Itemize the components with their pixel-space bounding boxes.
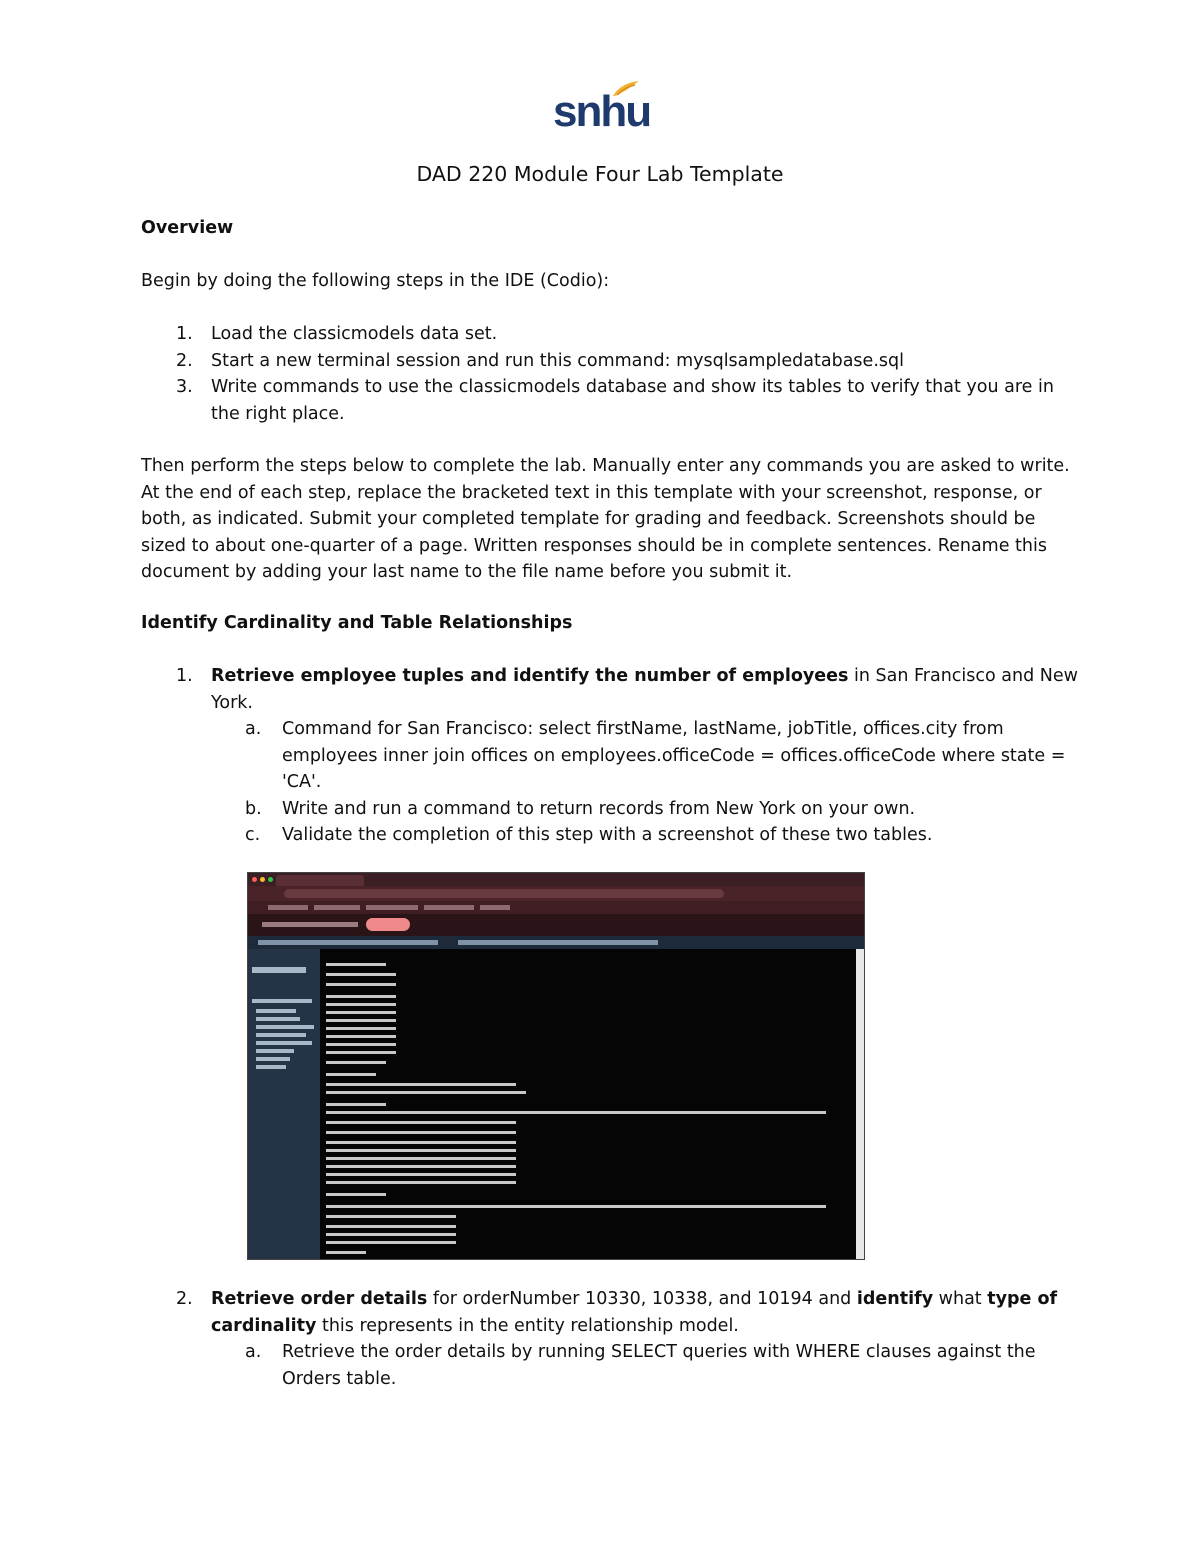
list-text: Load the classicmodels data set.	[211, 324, 498, 344]
address-bar	[248, 886, 864, 901]
section-steps-2	[141, 1286, 1081, 1392]
browser-tab	[276, 875, 364, 886]
snhu-logo	[553, 80, 651, 136]
list-text: what	[933, 1289, 988, 1309]
flame-icon	[611, 80, 641, 98]
sub-text: Command for San Francisco: select firstName, lastName, jobTitle, offices.city from employees inner join offices on employees.officeCode = offices.officeCode where state = 'CA'.	[282, 719, 1066, 792]
list-item	[141, 348, 1081, 375]
list-text: Write commands to use the classicmodels database and show its tables to verify that you are in the right place.	[211, 377, 1054, 424]
browser-tab-bar	[248, 873, 864, 886]
page-title: DAD 220 Module Four Lab Template	[416, 162, 784, 186]
sub-item	[141, 1339, 1081, 1392]
list-number: 1.	[176, 324, 193, 344]
logo-text: snhu	[553, 87, 651, 136]
codio-header	[248, 914, 864, 936]
sub-item	[141, 716, 1081, 796]
section-heading: Identify Cardinality and Table Relationships	[141, 613, 573, 633]
list-text: for orderNumber 10330, 10338, and 10194 and	[427, 1289, 857, 1309]
list-item	[141, 1286, 1081, 1339]
bold-text: Retrieve employee tuples and identify the number of employees	[211, 666, 849, 686]
sub-letter: c.	[245, 825, 261, 845]
list-number: 2.	[176, 350, 193, 371]
overview-intro: Begin by doing the following steps in the IDE (Codio):	[141, 271, 610, 291]
ide-menu-bar	[248, 936, 864, 949]
bold-text: type of cardinality	[211, 1289, 1058, 1336]
list-text: this represents in the entity relationship model.	[316, 1315, 739, 1336]
list-item	[141, 663, 1081, 716]
list-text: in San Francisco and New York.	[211, 666, 1078, 713]
overview-heading: Overview	[141, 218, 234, 238]
sub-item	[141, 822, 1081, 849]
file-tree	[248, 949, 320, 1259]
list-number: 3.	[176, 377, 193, 397]
bookmarks-bar	[248, 901, 864, 914]
terminal-screenshot	[247, 872, 865, 1260]
status-pill	[366, 918, 410, 931]
list-number: 2.	[176, 1289, 193, 1309]
instructions-paragraph: Then perform the steps below to complete the lab. Manually enter any commands you are asked to write. At the end of each step, replace the bracketed text in this template with your screenshot, response, or both, as indicated. Submit your completed template for grading and feedback. Screenshots should be sized to about one-quarter of a page. Written responses should be in complete sentences. Rename this document by adding your last name to the file name before you submit it.	[141, 456, 1070, 582]
terminal-scrollbar	[856, 949, 864, 1259]
sub-letter: a.	[245, 719, 262, 739]
terminal-output	[320, 949, 864, 1259]
section-steps-1	[141, 663, 1081, 849]
list-item	[141, 374, 1081, 427]
sub-text: Write and run a command to return records from New York on your own.	[282, 798, 916, 819]
overview-steps	[141, 321, 1081, 427]
sub-text: Retrieve the order details by running SELECT queries with WHERE clauses against the Orders table.	[282, 1342, 1036, 1389]
list-number: 1.	[176, 666, 193, 686]
list-text: Start a new terminal session and run this command: mysqlsampledatabase.sql	[211, 350, 904, 371]
bold-text: Retrieve order details	[211, 1289, 428, 1309]
sub-letter: b.	[245, 798, 262, 819]
sub-item	[141, 796, 1081, 823]
bold-text: identify	[856, 1289, 934, 1309]
list-item	[141, 321, 1081, 348]
sub-text: Validate the completion of this step with a screenshot of these two tables.	[282, 825, 933, 845]
sub-letter: a.	[245, 1342, 262, 1362]
